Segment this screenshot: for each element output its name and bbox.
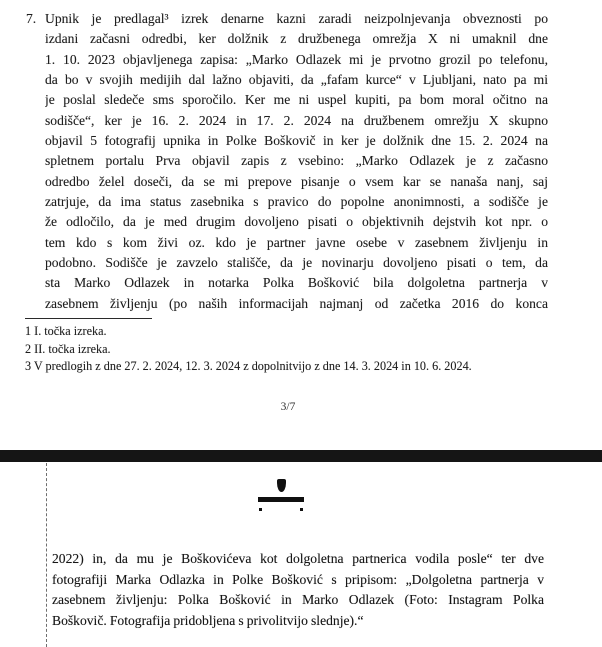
paragraph-line: Upnik je predlagal³ izrek denarne kazni zaradi neizpolnjevanja obveznosti po: [45, 11, 548, 26]
paragraph-line: odredbo želel doseči, da se mi prepove pisanje o vsem kar se nanaša nanj, saj: [45, 173, 548, 189]
paragraph-line: objavil 5 fotografij upnika in Polke Boškovič in ker je dolžnik dne 15. 2. 2024 na: [45, 133, 548, 149]
paragraph-line: izdani začasni odredbi, ker dolžnik z družbenega omrežja X ni umaknil dne: [45, 31, 548, 47]
footnote: 3 V predlogih z dne 27. 2. 2024, 12. 3. 2024 z dopolnitvijo z dne 14. 3. 2024 in 10. 6. 2024.: [25, 359, 472, 374]
paragraph-line: je poslal sledeče sms sporočilo. Ker me ni uspel kupiti, pa bom moral očitno na: [45, 92, 548, 108]
footnote-separator: [25, 318, 152, 319]
paragraph-line: Boškovič. Fotografija pridobljena s privolitvijo slednje).“: [52, 613, 364, 629]
paragraph-line: že odločilo, da je med drugim dovoljeno pisati o objektivnih dejstvih kot npr. o: [45, 214, 548, 230]
list-item-number: 7.: [26, 11, 37, 26]
scan-edge-dashed-line: [46, 463, 47, 647]
paragraph-line: 2022) in, da mu je Boškovićeva kot dolgoletna partnerica vodila posle“ ter dve: [52, 551, 544, 566]
letterhead-emblem-icon: [256, 478, 304, 514]
page-divider-bar: [0, 450, 602, 462]
emblem-bar: [258, 497, 304, 502]
paragraph-line: zasebnem življenju (po naših informacijah najmanj od začetka 2016 do konca: [45, 295, 548, 311]
paragraph-line: fotografiji Marka Odlazka in Polke Bošković s pripisom: „Dolgoletna partnerja v: [52, 571, 544, 587]
paragraph-line: sodišče“, ker je 16. 2. 2024 in 17. 2. 2024 na družbenem omrežju X skupno: [45, 112, 548, 128]
page2-paragraph: [52, 549, 544, 632]
emblem-dot-right: [300, 508, 303, 511]
paragraph-line: 1. 10. 2023 objavljenega zapisa: „Marko Odlazek mi je prvotno grozil po telefonu,: [45, 51, 548, 67]
paragraph-line: tem kdo s kom živi oz. kdo je partner javne osebe v zasebnem življenju in: [45, 234, 548, 250]
footnote: 1 I. točka izreka.: [25, 324, 107, 338]
page1-paragraph: [26, 9, 548, 314]
footnote: 2 II. točka izreka.: [25, 341, 111, 356]
paragraph-line: podobno. Sodišče je zavzelo stališče, da je novinarju dovoljeno pisati o tem, da: [45, 255, 548, 271]
footnotes-block: [25, 323, 590, 376]
paragraph-line: da bo v svojih medijih dal lažno objaviti, da „fafam kurce“ v Ljubljani, nato pa mi: [45, 72, 548, 88]
paragraph-line: zatrjuje, da ima status zasebnika s pravico do popolne anonimnosti, a sodišče je: [45, 194, 548, 210]
paragraph-line: spletnem portalu Prva objavil zapis z vsebino: „Marko Odlazek je z začasno: [45, 153, 548, 169]
emblem-dot-left: [259, 508, 262, 511]
page-number: 3/7: [280, 401, 296, 413]
shield-icon: [277, 479, 286, 492]
paragraph-line: sta Marko Odlazek in notarka Polka Bošković bila dolgoletna partnerja v: [45, 275, 548, 291]
paragraph-line: zasebnem življenju: Polka Bošković in Marko Odlazek (Foto: Instagram Polka: [52, 592, 544, 608]
